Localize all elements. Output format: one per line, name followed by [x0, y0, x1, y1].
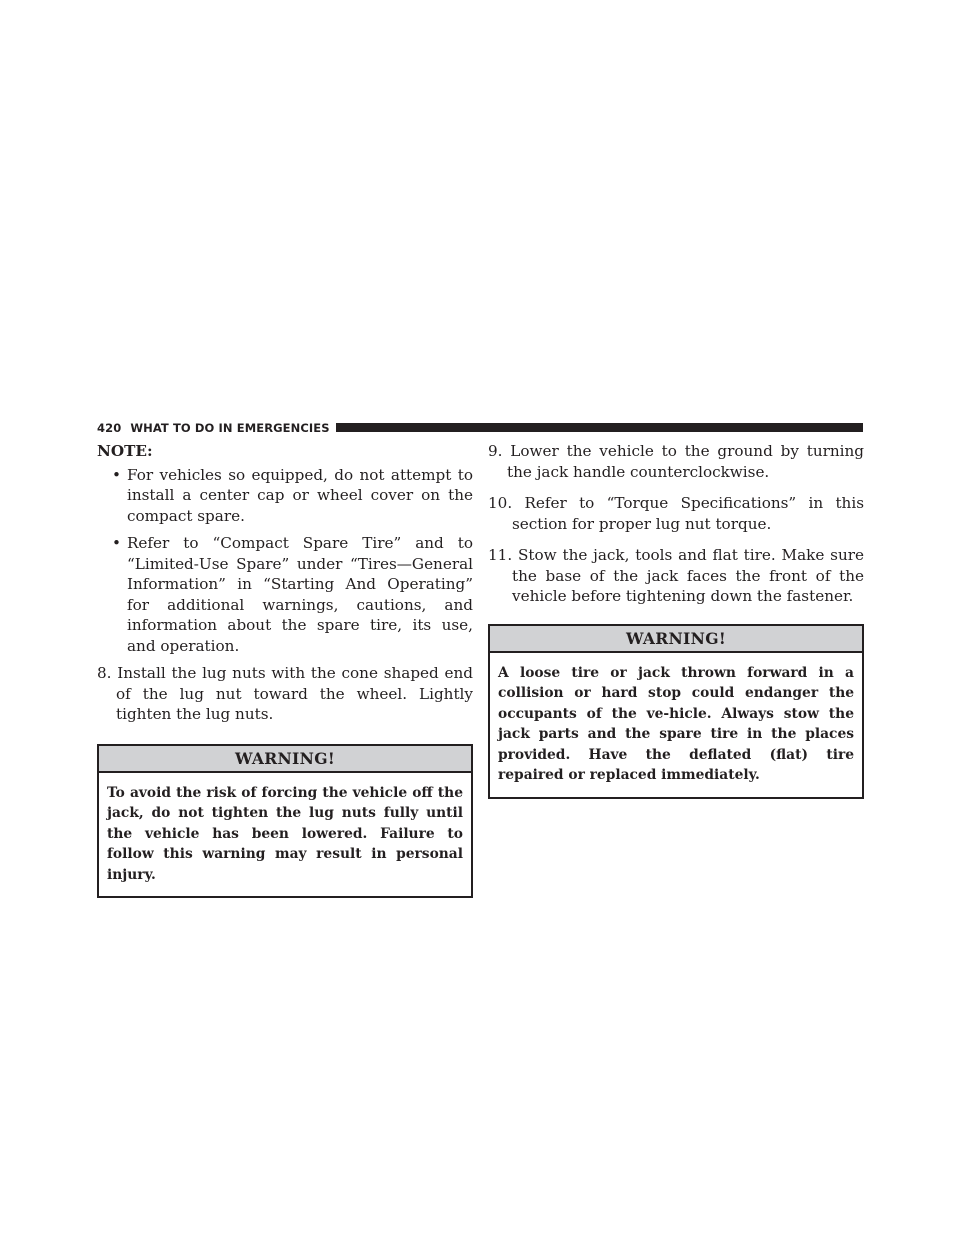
step-11: 11. Stow the jack, tools and flat tire. Make sure the base of the jack faces the front of the vehicle before tightening down the fastener.	[488, 546, 864, 605]
bullet-text: For vehicles so equipped, do not attempt to install a center cap or wheel cover on the compact spare.	[127, 465, 473, 525]
header-rule	[336, 423, 863, 432]
note-bullet	[97, 465, 473, 527]
warning-title: WARNING!	[99, 746, 471, 773]
warning-box	[97, 744, 473, 899]
warning-text: To avoid the risk of forcing the vehicle off the jack, do not tighten the lug nuts fully until the vehicle has been lowered. Failure to follow this warning may result in personal injury.	[107, 784, 463, 883]
left-column	[97, 441, 473, 898]
warning-title: WARNING!	[490, 626, 862, 653]
step-9: 9. Lower the vehicle to the ground by turning the jack handle counterclockwise.	[488, 442, 864, 481]
step-8: 8. Install the lug nuts with the cone shaped end of the lug nut toward the wheel. Lightly tighten the lug nuts.	[97, 664, 473, 723]
warning-box	[488, 624, 864, 800]
step-10: 10. Refer to “Torque Specifications” in this section for proper lug nut torque.	[488, 494, 864, 533]
right-column	[488, 441, 864, 799]
bullet-dot-icon: •	[112, 534, 121, 552]
bullet-text: Refer to “Compact Spare Tire” and to “Limited-Use Spare” under “Tires—General Information” in “Starting And Operating” for additional warnings, cautions, and information about the spare tire, its use, and operation.	[127, 534, 473, 655]
section-title: WHAT TO DO IN EMERGENCIES	[130, 420, 330, 435]
page-number: 420	[97, 420, 122, 435]
warning-text: A loose tire or jack thrown forward in a collision or hard stop could endanger the occupants of the ve-hicle. Always stow the jack parts and the spare tire in the places provided. Have the deflated (flat) tire repaired or replaced immediately.	[498, 664, 854, 784]
page-header	[97, 419, 863, 436]
note-bullet	[97, 533, 473, 656]
bullet-dot-icon: •	[112, 465, 121, 484]
note-title: NOTE:	[97, 442, 153, 460]
